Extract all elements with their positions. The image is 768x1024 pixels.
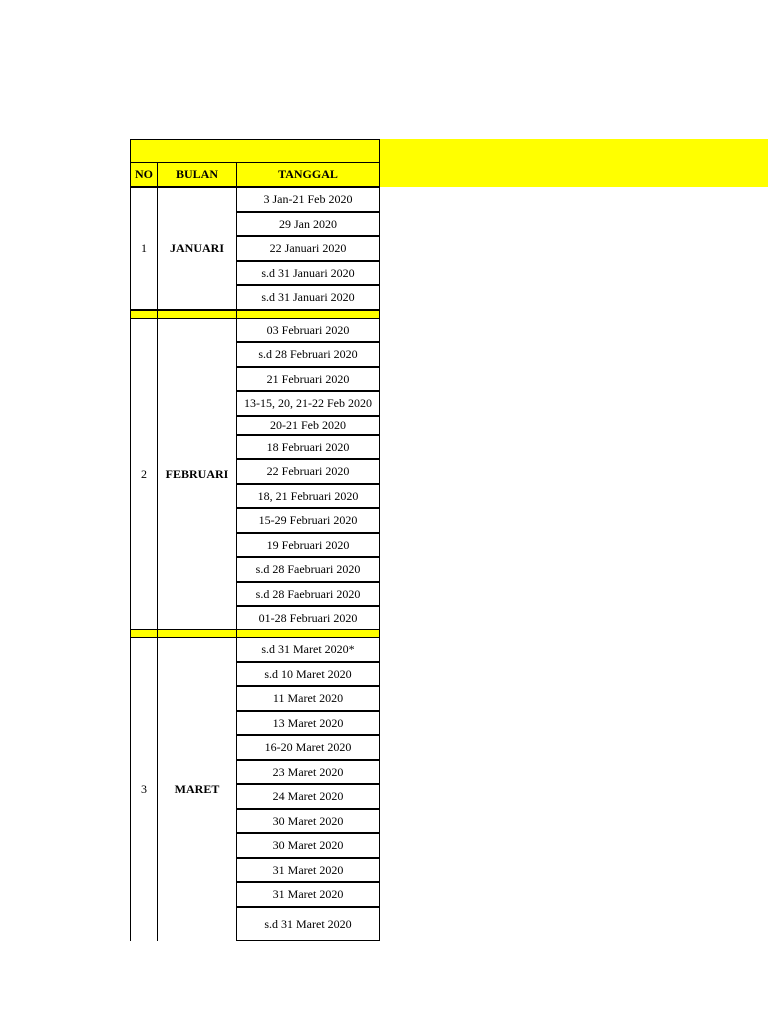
row-number: 2 (130, 318, 158, 630)
date-cell: 31 Maret 2020 (236, 858, 380, 882)
date-cell: 29 Jan 2020 (236, 212, 380, 236)
date-cell: 30 Maret 2020 (236, 833, 380, 858)
date-cell: 11 Maret 2020 (236, 686, 380, 711)
header-bulan: BULAN (157, 162, 237, 187)
date-cell: 13 Maret 2020 (236, 711, 380, 735)
month-name: JANUARI (157, 187, 237, 310)
date-cell: 01-28 Februari 2020 (236, 606, 380, 630)
header-tanggal: TANGGAL (236, 162, 380, 187)
yellow-highlight-band (380, 139, 768, 187)
date-cell: s.d 31 Maret 2020* (236, 637, 380, 662)
date-cell: s.d 28 Faebruari 2020 (236, 582, 380, 606)
date-cell: 22 Februari 2020 (236, 459, 380, 484)
date-cell: 19 Februari 2020 (236, 533, 380, 557)
date-cell: 13-15, 20, 21-22 Feb 2020 (236, 391, 380, 416)
date-cell: 03 Februari 2020 (236, 318, 380, 342)
separator-cell (236, 629, 380, 638)
separator-cell (157, 310, 237, 319)
date-cell: s.d 28 Februari 2020 (236, 342, 380, 367)
separator-cell (236, 310, 380, 319)
row-number: 1 (130, 187, 158, 310)
date-cell: 24 Maret 2020 (236, 784, 380, 809)
separator-cell (157, 629, 237, 638)
date-cell: 23 Maret 2020 (236, 760, 380, 784)
row-number: 3 (130, 637, 158, 941)
month-name: MARET (157, 637, 237, 941)
date-cell: s.d 31 Maret 2020 (236, 907, 380, 941)
date-cell: s.d 10 Maret 2020 (236, 662, 380, 686)
date-cell: s.d 28 Faebruari 2020 (236, 557, 380, 582)
date-cell: 20-21 Feb 2020 (236, 416, 380, 435)
separator-cell (130, 310, 158, 319)
date-cell: 18, 21 Februari 2020 (236, 484, 380, 508)
date-cell: 3 Jan-21 Feb 2020 (236, 187, 380, 212)
date-cell: 16-20 Maret 2020 (236, 735, 380, 760)
date-cell: 30 Maret 2020 (236, 809, 380, 833)
date-cell: 21 Februari 2020 (236, 367, 380, 391)
header-no: NO (130, 162, 158, 187)
date-cell: 31 Maret 2020 (236, 882, 380, 907)
date-cell: s.d 31 Januari 2020 (236, 285, 380, 310)
separator-cell (130, 629, 158, 638)
month-name: FEBRUARI (157, 318, 237, 630)
date-cell: 18 Februari 2020 (236, 435, 380, 459)
date-cell: 22 Januari 2020 (236, 236, 380, 261)
title-strip (130, 139, 380, 163)
date-cell: s.d 31 Januari 2020 (236, 261, 380, 285)
date-cell: 15-29 Februari 2020 (236, 508, 380, 533)
